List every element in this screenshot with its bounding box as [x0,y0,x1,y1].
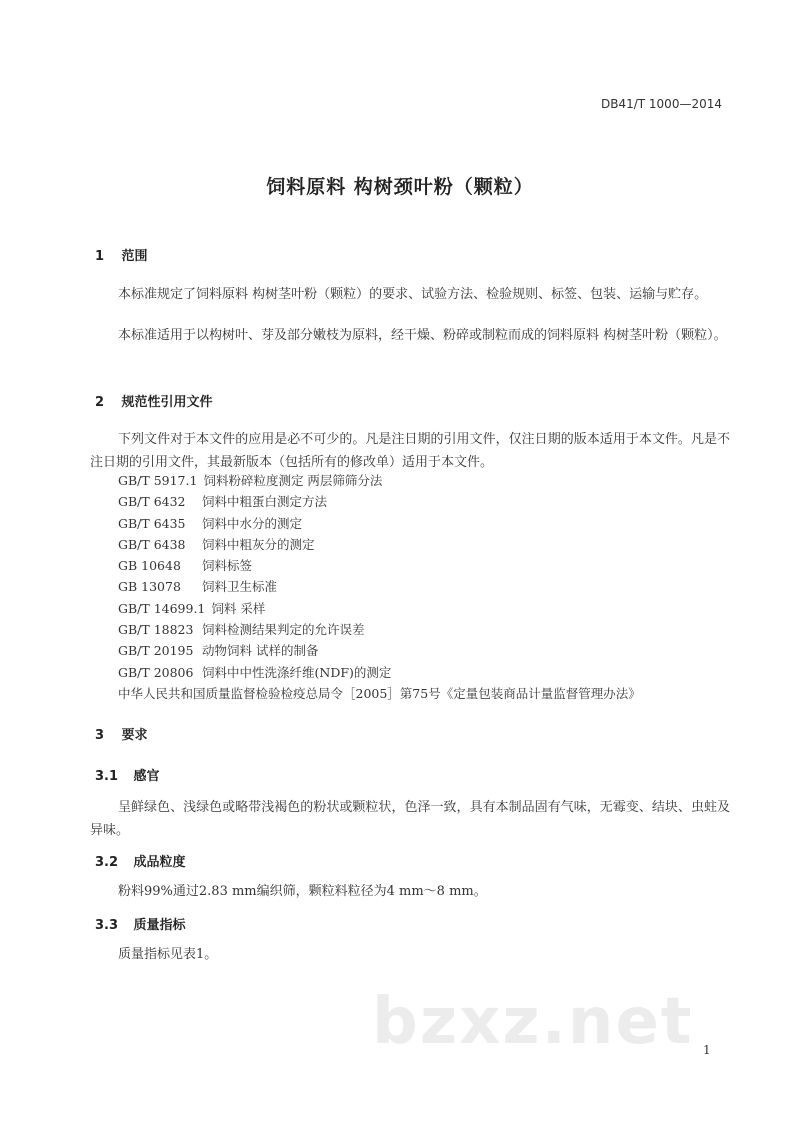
reference-code: GB/T 14699.1 [118,600,206,616]
watermark: bzxz.net [372,985,694,1059]
reference-name: 饲料中中性洗涤纤维(NDF)的测定 [202,664,392,680]
subsection-number: 3.2 [95,855,119,870]
reference-code: GB/T 6435 [118,515,186,531]
section-2-paragraph: 下列文件对于本文件的应用是必不可少的。凡是注日期的引用文件，仅注日期的版本适用于本文件。凡是不注日期的引用文件，其最新版本（包括所有的修改单）适用于本文件。 [90,432,730,470]
page-title: 饲料原料 构树颈叶粉（颗粒） [266,176,534,198]
list-item [118,491,641,512]
section-number: 3 [95,728,105,743]
standard-code: DB41/T 1000—2014 [600,97,722,111]
list-item [118,662,641,683]
section-3-heading [95,724,148,743]
subsection-title: 感官 [133,769,160,784]
reference-list [118,470,641,704]
section-title: 规范性引用文件 [121,395,213,410]
reference-code: GB/T 6438 [118,536,186,552]
subsection-title: 成品粒度 [133,855,186,870]
reference-name: 饲料粉碎粒度测定 两层筛筛分法 [203,473,383,488]
reference-name: 饲料 采样 [211,600,266,616]
reference-name: 饲料卫生标准 [202,579,278,595]
section-title: 要求 [121,728,148,743]
reference-code: GB 10648 [118,558,181,574]
section-1-paragraph-2: 本标准适用于以构树叶、芽及部分嫩枝为原料，经干燥、粉碎或制粒而成的饲料原料 构树茎叶粉（颗粒）。 [118,328,727,343]
list-item [118,598,641,619]
list-item-decree [118,683,641,704]
section-number: 1 [95,249,105,264]
section-number: 2 [95,395,105,410]
section-2-heading [95,391,213,410]
subsection-3-3-text: 质量指标见表1。 [118,947,218,962]
reference-name: 饲料中粗灰分的测定 [202,536,315,552]
list-item [118,619,641,640]
reference-name: 饲料中粗蛋白测定方法 [202,494,328,510]
list-item [118,555,641,576]
reference-code: GB 13078 [118,579,181,595]
reference-name: 饲料标签 [202,558,253,574]
list-item [118,513,641,534]
reference-code: GB/T 20806 [118,664,194,680]
reference-name: 饲料中水分的测定 [202,515,303,531]
reference-code: GB/T 18823 [118,622,194,638]
section-1-paragraph-1: 本标准规定了饲料原料 构树茎叶粉（颗粒）的要求、试验方法、检验规则、标签、包装、运输与贮存。 [118,287,708,302]
list-item [118,576,641,597]
reference-name: 动物饲料 试样的制备 [202,643,319,659]
section-1-heading [95,245,148,264]
list-item [118,534,641,555]
subsection-number: 3.3 [95,918,119,933]
reference-code: GB/T 20195 [118,643,194,659]
decree-text: 中华人民共和国质量监督检验检疫总局令［2005］第75号《定量包装商品计量监督管理办法》 [118,685,641,701]
list-item [118,470,641,491]
section-title: 范围 [121,249,148,264]
reference-name: 饲料检测结果判定的允许误差 [202,622,365,638]
page-number: 1 [703,1043,711,1057]
subsection-3-2-text: 粉料99%通过2.83 mm编织筛，颗粒料粒径为4 mm～8 mm。 [118,884,487,899]
list-item [118,640,641,661]
subsection-3-1-heading [95,765,160,784]
subsection-title: 质量指标 [133,918,186,933]
reference-code: GB/T 5917.1 [118,473,198,488]
subsection-number: 3.1 [95,769,119,784]
reference-code: GB/T 6432 [118,494,186,510]
subsection-3-2-heading [95,851,186,870]
subsection-3-1-text: 呈鲜绿色、浅绿色或略带浅褐色的粉状或颗粒状，色泽一致，具有本制品固有气味，无霉变、结块、虫蛀及异味。 [90,800,730,838]
subsection-3-3-heading [95,914,186,933]
